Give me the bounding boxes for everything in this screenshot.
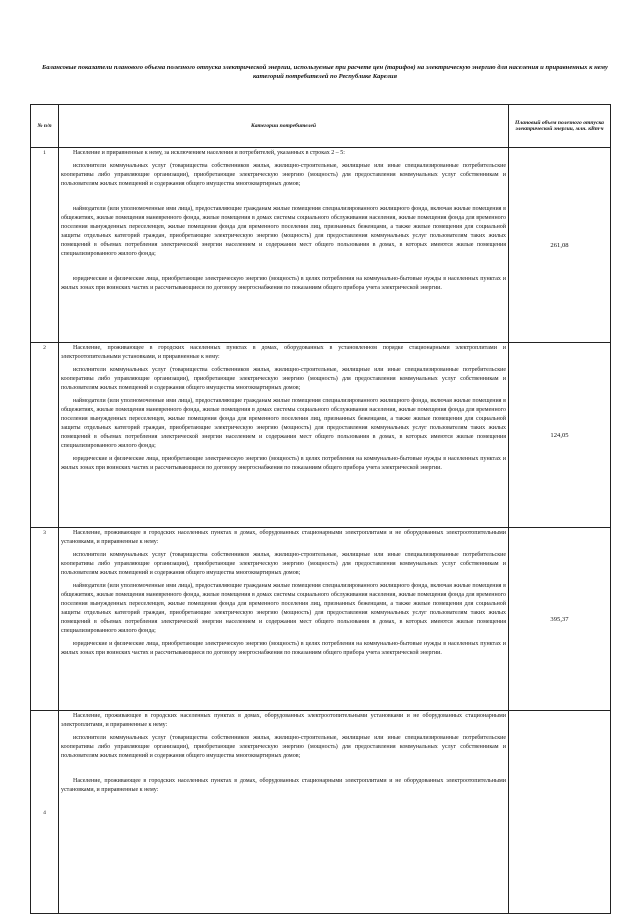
- category-paragraph: исполнители коммунальных услуг (товарищества собственников жилья, жилищно-строительные, жилищные или иные специализированные потребительские кооперативы либо управляющие организации), приобретающие электрическую энергию (мощность) для предоставления коммунальных услуг собственникам и пользователям жилых помещений и содержания общего имущества многоквартирных домов;: [61, 735, 506, 759]
- category-cell: [59, 711, 509, 914]
- row-number: 2: [31, 343, 59, 528]
- category-paragraph: наймодатели (или уполномоченные ими лица), предоставляющие гражданам жилые помещения специализированного жилищного фонда, включая жилые помещения в общежитиях, жилые помещения маневренного фонда, жилые помещения в домах системы социального обслуживания населения, жилые помещения фонда для временного поселения вынужденных переселенцев, жилые помещения фонда для временного поселения лиц, признанных беженцами, а также жилые помещения для социальной защиты отдельных категорий граждан, приобретающие электрическую энергию (мощность) для предоставления коммунальных услуг пользователям таких жилых помещений в объемах потребления электрической энергии населением и содержания мест общего пользования в домах, в которых имеются жилые помещения специализированного жилого фонда;: [61, 206, 506, 257]
- category-paragraph: юридические и физические лица, приобретающие электрическую энергию (мощность) в целях потребления на коммунально-бытовые нужды в населенных пунктах и жилых зонах при воинских частях и рассчитывающиеся по договору энергоснабжения по показаниям общего прибора учета электрической энергии.: [61, 276, 506, 291]
- volume-value: 124,05: [509, 343, 611, 528]
- category-paragraph: юридические и физические лица, приобретающие электрическую энергию (мощность) в целях потребления на коммунально-бытовые нужды в населенных пунктах и жилых зонах при воинских частях и рассчитывающиеся по договору энергоснабжения по показаниям общего прибора учета электрической энергии.: [61, 641, 506, 656]
- category-paragraph: Население и приравненные к нему, за исключением населения и потребителей, указанных в строках 2 – 5:: [73, 150, 345, 156]
- table-header-row: [31, 105, 611, 148]
- category-paragraph: исполнители коммунальных услуг (товарищества собственников жилья, жилищно-строительные, жилищные или иные специализированные потребительские кооперативы либо управляющие организации), приобретающие электрическую энергию (мощность) для предоставления коммунальных услуг собственникам и пользователям жилых помещений и содержания общего имущества многоквартирных домов;: [61, 552, 506, 576]
- volume-value: [509, 711, 611, 914]
- category-paragraph: Население, проживающее в городских населенных пунктах в домах, оборудованных в установленном порядке стационарными электроплитами и электроотопительными установками, и приравненные к нему:: [61, 345, 506, 360]
- category-paragraph: исполнители коммунальных услуг (товарищества собственников жилья, жилищно-строительные, жилищные или иные специализированные потребительские кооперативы либо управляющие организации), приобретающие электрическую энергию (мощность) для предоставления коммунальных услуг собственникам и пользователям жилых помещений и содержания общего имущества многоквартирных домов;: [61, 163, 506, 187]
- category-cell: [59, 528, 509, 711]
- table-row: [31, 148, 611, 343]
- category-paragraph: исполнители коммунальных услуг (товарищества собственников жилья, жилищно-строительные, жилищные или иные специализированные потребительские кооперативы либо управляющие организации), приобретающие электрическую энергию (мощность) для предоставления коммунальных услуг собственникам и пользователям жилых помещений и содержания общего имущества многоквартирных домов;: [61, 367, 506, 391]
- table-row: [31, 528, 611, 711]
- category-paragraph: юридические и физические лица, приобретающие электрическую энергию (мощность) в целях потребления на коммунально-бытовые нужды в населенных пунктах и жилых зонах при воинских частях и рассчитывающиеся по договору энергоснабжения по показаниям общего прибора учета электрической энергии.: [61, 456, 506, 471]
- row-number: 1: [31, 148, 59, 343]
- balance-table: [30, 104, 611, 914]
- row-number: [31, 711, 59, 914]
- category-paragraph: наймодатели (или уполномоченные ими лица), предоставляющие гражданам жилые помещения специализированного жилищного фонда, включая жилые помещения в общежитиях, жилые помещения маневренного фонда, жилые помещения в домах системы социального обслуживания населения, жилые помещения фонда для временного поселения вынужденных переселенцев, жилые помещения фонда для временного поселения лиц, признанных беженцами, а также жилые помещения для социальной защиты отдельных категорий граждан, приобретающие электрическую энергию (мощность) для предоставления коммунальных услуг пользователям таких жилых помещений в объемах потребления электрической энергии населением и содержания мест общего пользования в домах, в которых имеются жилые помещения специализированного жилого фонда;: [61, 398, 506, 449]
- category-paragraph: Население, проживающее в городских населенных пунктах в домах, оборудованных стационарными электроплитами и не оборудованных электроотопительными установками, и приравненные к нему:: [61, 778, 506, 793]
- row-number: 3: [31, 528, 59, 711]
- category-paragraph: наймодатели (или уполномоченные ими лица), предоставляющие гражданам жилые помещения специализированного жилищного фонда, включая жилые помещения в общежитиях, жилые помещения маневренного фонда, жилые помещения в домах системы социального обслуживания населения, жилые помещения фонда для временного поселения вынужденных переселенцев, жилые помещения фонда для временного поселения лиц, признанных беженцами, а также жилые помещения для социальной защиты отдельных категорий граждан, приобретающие электрическую энергию (мощность) для предоставления коммунальных услуг пользователям таких жилых помещений в объемах потребления электрической энергии населением и содержания мест общего пользования в домах, в которых имеются жилые помещения специализированного жилого фонда;: [61, 583, 506, 634]
- row-number-text: 4: [43, 810, 46, 816]
- document-title: Балансовые показатели планового объема полезного отпуска электрической энергии, используемые при расчете цен (тарифов) на электрическую энергию для населения и приравненных к нему категорий потребителей по Республике Карелия: [42, 64, 608, 80]
- header-category: Категории потребителей: [59, 105, 509, 148]
- table-row: [31, 711, 611, 914]
- header-num: № п/п: [31, 105, 59, 148]
- volume-value: 395,37: [509, 528, 611, 711]
- category-paragraph: Население, проживающее в городских населенных пунктах в домах, оборудованных стационарными электроплитами и не оборудованных электроотопительными установками, и приравненные к нему:: [61, 530, 506, 545]
- table-row: [31, 343, 611, 528]
- category-cell: [59, 148, 509, 343]
- category-cell: [59, 343, 509, 528]
- volume-value: 261,08: [509, 148, 611, 343]
- category-paragraph: Население, проживающее в городских населенных пунктах в домах, оборудованных электроотопительными установками и не оборудованных стационарными электроплитами, и приравненные к нему:: [61, 713, 506, 728]
- header-volume: Плановый объем полезного отпуска электрической энергии, млн. кВт·ч: [509, 105, 611, 148]
